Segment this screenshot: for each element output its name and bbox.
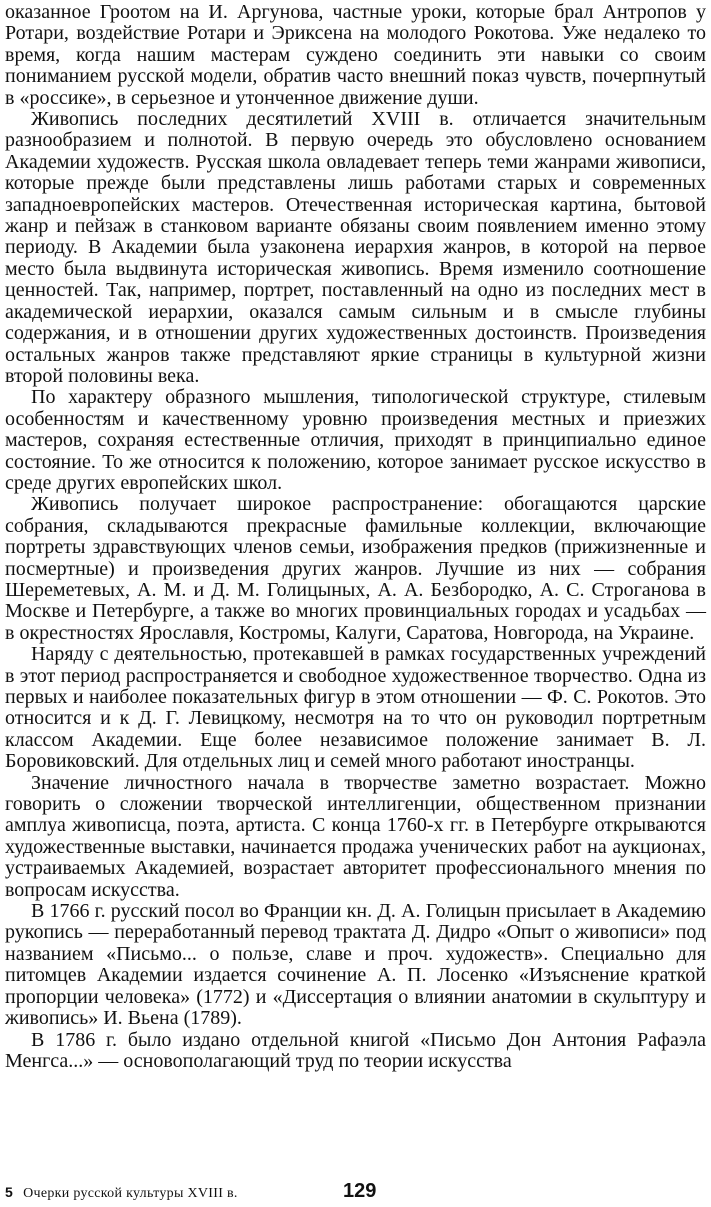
paragraph-figurative-thinking: По характеру образного мышления, типологической структуре, стилевым особенностям и качественному уровню произведения местных и приезжих мастеров, сохраняя естественные отличия, приходят в принципиально единое состояние. То же относится к положению, которое занимает русское искусство в среде других европейских школ. [5, 386, 706, 494]
signature-mark: 5 [5, 1184, 14, 1200]
page-body [5, 2, 706, 1072]
page-number: 129 [343, 1180, 377, 1202]
paragraph-free-artistic-work: Наряду с деятельностью, протекавшей в рамках государственных учреждений в этот период распространяется и свободное художественное творчество. Одна из первых и наиболее показательных фигур в этом отношении — Ф. С. Рокотов. Это относится и к Д. Г. Левицкому, несмотря на то что он руководил портретным классом Академии. Еще более независимое положение занимает В. Л. Боровиковский. Для отдельных лиц и семей много работают иностранцы. [5, 643, 706, 773]
footer-signature-line [5, 1184, 238, 1202]
paragraph-collections: Живопись получает широкое распространение: обогащаются царские собрания, складываются прекрасные фамильные коллекции, включающие портреты здравствующих членов семьи, изображения предков (прижизненные и посмертные) и произведения других жанров. Лучшие из них — собрания Шереметевых, А. М. и Д. М. Голицыных, А. А. Безбородко, А. С. Строганова в Москве и Петербурге, а также во многих провинциальных городах и усадьбах — в окрестностях Ярославля, Костромы, Калуги, Саратова, Новгорода, на Украине. [5, 493, 706, 644]
book-title: Очерки русской культуры XVIII в. [23, 1186, 238, 1201]
page-footer [5, 1180, 706, 1204]
paragraph-continuation: оказанное Гроотом на И. Аргунова, частные уроки, которые брал Антропов у Ротари, воздействие Ротари и Эриксена на молодого Рокотова. Уже недалеко то время, когда нашим мастерам суждено соединить эти навыки со своим пониманием русской модели, обратив часто внешний показ чувств, почерпнутый в «россике», в серьезное и утонченное движение души. [5, 1, 706, 109]
paragraph-painting-late-18th-century: Живопись последних десятилетий XVIII в. отличается значительным разнообразием и полнотой. В первую очередь это обусловлено основанием Академии художеств. Русская школа овладевает теперь теми жанрами живописи, которые прежде были представлены лишь работами старых и современных западноевропейских мастеров. Отечественная историческая картина, бытовой жанр и пейзаж в станковом варианте обязаны своим появлением именно этому периоду. В Академии была узаконена иерархия жанров, в которой на первое место была выдвинута историческая живопись. Время изменило соотношение ценностей. Так, например, портрет, поставленный на одно из последних мест в академической иерархии, оказался самым сильным и в смысле глубины содержания, и в отношении других художественных достоинств. Произведения остальных жанров также представляют яркие страницы в культурной жизни второй половины века. [5, 108, 706, 387]
paragraph-1766-manuscript: В 1766 г. русский посол во Франции кн. Д. А. Голицын присылает в Академию рукопись — переработанный перевод трактата Д. Дидро «Опыт о живописи» под названием «Письмо... о пользе, славе и проч. художеств». Специально для питомцев Академии издается сочинение А. П. Лосенко «Изъяснение краткой пропорции человека» (1772) и «Диссертация о влиянии анатомии в скульптуру и живопись» И. Вьена (1789). [5, 900, 706, 1030]
paragraph-personal-principle: Значение личностного начала в творчестве заметно возрастает. Можно говорить о сложении творческой интеллигенции, общественном признании амплуа живописца, поэта, артиста. С конца 1760-х гг. в Петербурге открываются художественные выставки, начинается продажа ученических работ на аукционах, устраиваемых Академией, возрастает авторитет профессионального мнения по вопросам искусства. [5, 771, 706, 901]
paragraph-1786-book: В 1786 г. было издано отдельной книгой «Письмо Дон Антония Рафаэла Менгса...» — основополагающий труд по теории искусства [5, 1028, 706, 1072]
